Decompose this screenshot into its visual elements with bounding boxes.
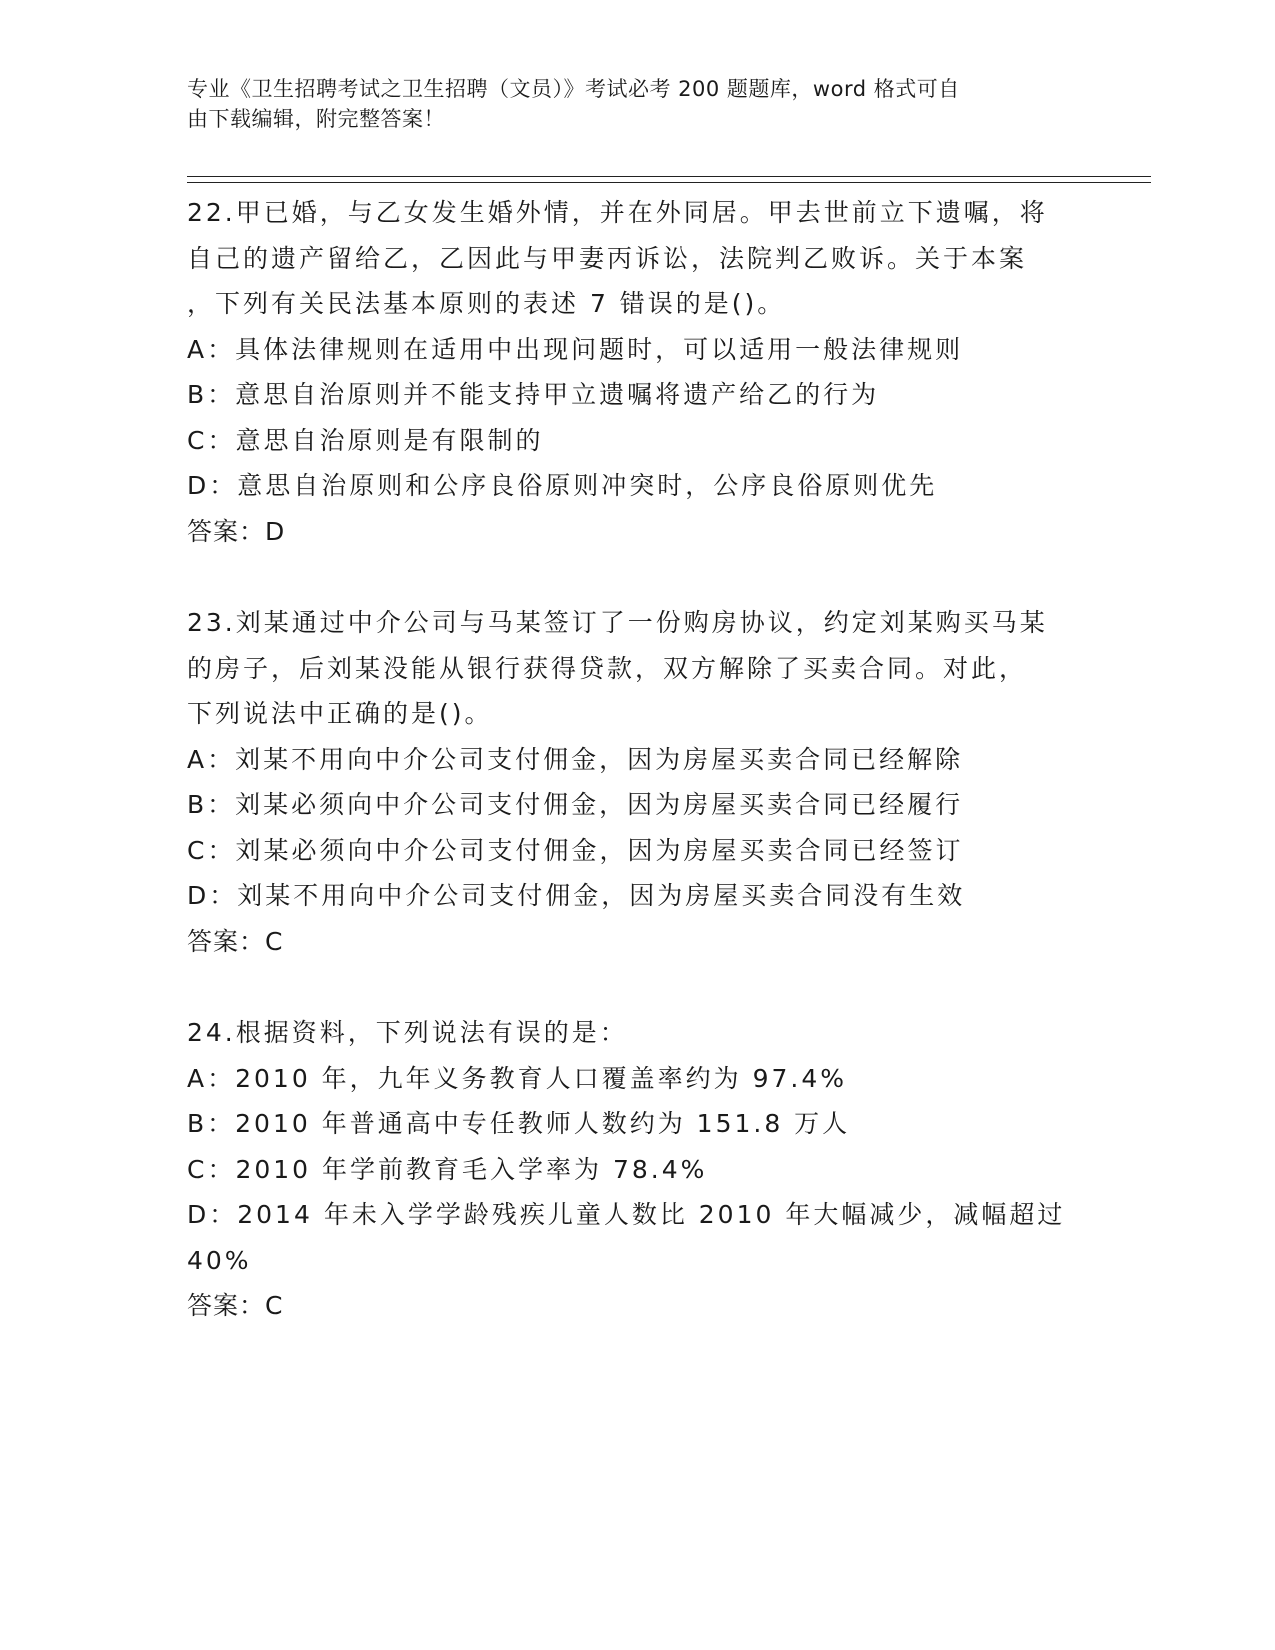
- option-d: D：刘某不用向中介公司支付佣金，因为房屋买卖合同没有生效: [187, 881, 966, 910]
- question-22: [187, 190, 1087, 554]
- option-c: C：刘某必须向中介公司支付佣金，因为房屋买卖合同已经签订: [187, 835, 964, 865]
- option-d: D：意思自治原则和公序良俗原则冲突时，公序良俗原则优先: [187, 471, 938, 500]
- option-b: B：刘某必须向中介公司支付佣金，因为房屋买卖合同已经履行: [187, 790, 964, 819]
- option-b: B：2010 年普通高中专任教师人数约为 151.8 万人: [187, 1109, 851, 1138]
- page-header: [187, 74, 1067, 134]
- option-a: A：刘某不用向中介公司支付佣金，因为房屋买卖合同已经解除: [187, 744, 964, 774]
- question-stem-line: 22.甲已婚，与乙女发生婚外情，并在外同居。甲去世前立下遗嘱，将: [187, 198, 1048, 227]
- option-d: D：2014 年未入学学龄残疾儿童人数比 2010 年大幅减少，减幅超过: [187, 1200, 1066, 1229]
- header-line-2: 由下载编辑，附完整答案！: [187, 107, 445, 131]
- question-stem-line: ，下列有关民法基本原则的表述 7 错误的是()。: [187, 289, 786, 318]
- question-stem-line: 自己的遗产留给乙，乙因此与甲妻丙诉讼，法院判乙败诉。关于本案: [187, 243, 1028, 273]
- option-c: C：2010 年学前教育毛入学率为 78.4%: [187, 1154, 708, 1184]
- question-23: [187, 600, 1087, 964]
- answer-label: 答案：C: [187, 926, 284, 956]
- answer-label: 答案：C: [187, 1291, 284, 1320]
- question-stem-line: 23.刘某通过中介公司与马某签订了一份购房协议，约定刘某购买马某: [187, 608, 1048, 637]
- option-b: B：意思自治原则并不能支持甲立遗嘱将遗产给乙的行为: [187, 380, 880, 409]
- header-line-1: 专业《卫生招聘考试之卫生招聘（文员）》考试必考 200 题题库，word 格式可自: [187, 77, 960, 101]
- question-stem-line: 24.根据资料，下列说法有误的是：: [187, 1018, 628, 1047]
- option-a: A：具体法律规则在适用中出现问题时，可以适用一般法律规则: [187, 334, 964, 364]
- option-c: C：意思自治原则是有限制的: [187, 425, 544, 455]
- question-stem-line: 下列说法中正确的是()。: [187, 699, 493, 728]
- question-24: [187, 1010, 1087, 1329]
- question-stem-line: 的房子，后刘某没能从银行获得贷款，双方解除了买卖合同。对此，: [187, 653, 1028, 683]
- option-a: A：2010 年，九年义务教育人口覆盖率约为 97.4%: [187, 1063, 848, 1093]
- answer-label: 答案：D: [187, 516, 286, 546]
- option-d-continuation: 40%: [187, 1245, 252, 1275]
- header-divider-top: [187, 176, 1151, 177]
- header-divider-bottom: [187, 182, 1151, 183]
- question-list: [187, 190, 1087, 1375]
